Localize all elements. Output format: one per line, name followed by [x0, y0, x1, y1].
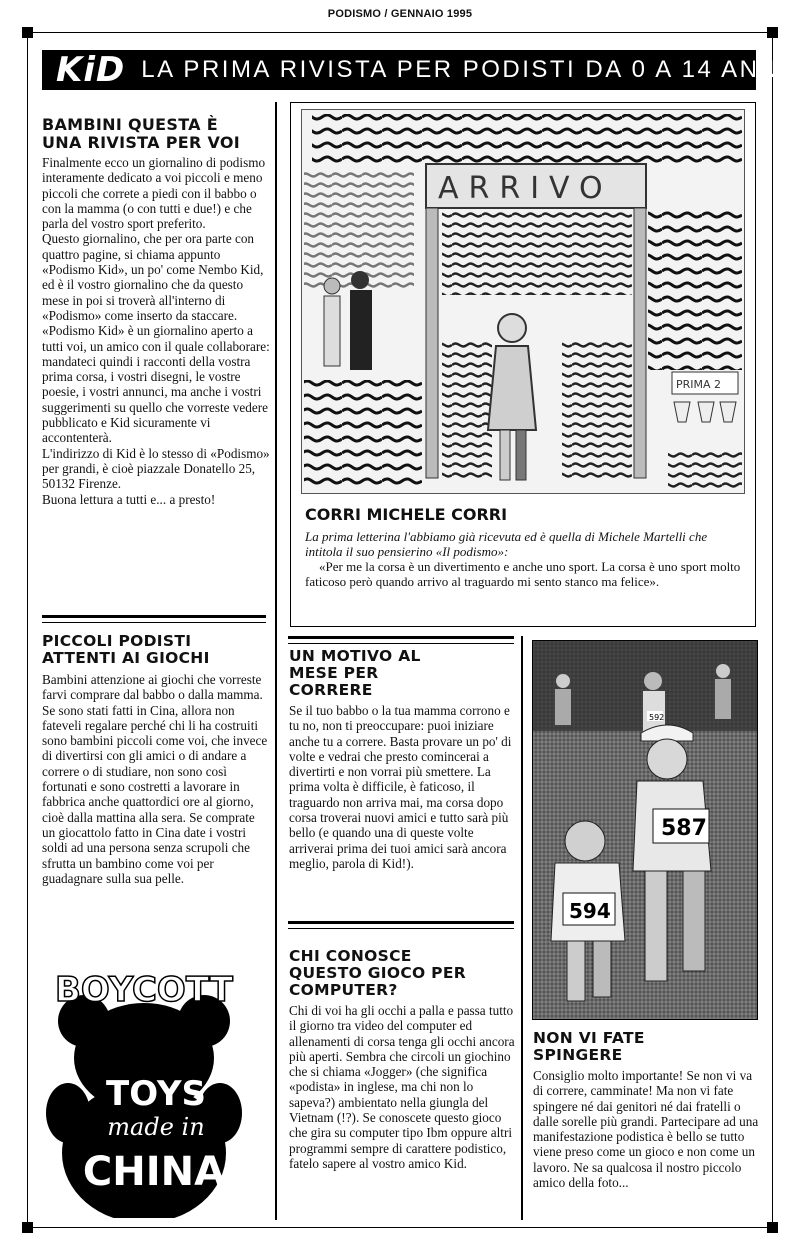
body-bambini [42, 155, 270, 507]
column-rule-right [521, 636, 523, 1220]
bib-587: 587 [661, 816, 707, 841]
quote-corri: «Per me la corsa è un divertimento e anche uno sport. La corsa è uno sport molto faticoso però quando arrivo al traguardo mi sento stanco ma felice». [305, 559, 741, 589]
bib-594: 594 [569, 899, 611, 923]
running-head: PODISMO / GENNAIO 1995 [327, 8, 473, 20]
banner [42, 50, 789, 90]
made-in-word: made in [107, 1113, 205, 1141]
corner-mark-br [767, 1222, 778, 1233]
column-rule-left [275, 102, 277, 1220]
corner-mark-bl [22, 1222, 33, 1233]
drawing-prima-text: PRIMA 2 [676, 378, 722, 391]
china-word: CHINA [82, 1149, 226, 1195]
headline-motivo: UN MOTIVO AL MESE PER CORRERE [289, 647, 421, 699]
runners-photo-illustration [533, 641, 758, 1020]
paragraph: L'indirizzo di Kid è lo stesso di «Podismo» per grandi, è cioè piazzale Donatello 25, 50132 Firenze. [42, 445, 270, 492]
body-gioco: Chi di voi ha gli occhi a palla e passa tutto il giorno tra video del computer ed allenamenti di corsa tenga gli occhi ancora più aperti. Sembra che circoli un giochino che si chiama «Jogger» (che significa «podista» in inglese, ma chi non lo sapeva?) ambientato nella giungla del Vietnam (!?). Se conoscete questo gioco che gira su computer tipo Ibm oppure altri programmi sempre di carattere podistico, fatelo sapere al vostro amico Kid. [289, 1003, 515, 1171]
banner-tagline: LA PRIMA RIVISTA PER PODISTI DA 0 A 14 ANNI [141, 56, 789, 83]
article-motivo [289, 648, 515, 871]
intro-corri: La prima letterina l'abbiamo già ricevuta ed è quella di Michele Martelli che intitola il suo pensierino «Il podismo»: [305, 529, 708, 559]
article-piccoli [42, 633, 270, 886]
child-drawing [301, 109, 745, 494]
kid-logo: KiD [56, 50, 126, 90]
paragraph: Finalmente ecco un giornalino di podismo interamente dedicato a voi piccoli e meno piccoli che correte a piedi con il babbo o con la mamma (o con tutti e due!) e che parla del vostro sport preferito. [42, 155, 266, 232]
article-gioco [289, 948, 515, 1171]
body-motivo: Se il tuo babbo o la tua mamma corrono e tu no, non ti preoccupare: puoi iniziare anche tu a correre. Basta provare un po' di volte e vedrai che presto comincerai a divertirti e non vorrai più smettere. La prima volta è difficile, è faticoso, il traguardo non arriva mai, ma corsa dopo corsa troverai nuovi amici e tutto sarà più bello (e quando una di queste volte arriverai prima dei tuoi amici sarà ancora meglio, parola di Kid!). [289, 703, 512, 871]
headline-piccoli: PICCOLI PODISTI ATTENTI AI GIOCHI [42, 632, 210, 667]
corner-mark-tl [22, 27, 33, 38]
body-spingere: Consiglio molto importante! Se non vi va di correre, camminate! Ma non vi fate spingere né dai genitori né dai fratelli o dalle sorelle più grandi. Partecipare ad una manifestazione podistica è bello se tutto viene preso come un gioco e non come un lavoro. Ne sa qualcosa il nostro piccolo amico della foto... [533, 1068, 759, 1191]
rule-left-mid [42, 615, 266, 618]
drawing-box [290, 102, 756, 627]
drawing-illustration [302, 110, 745, 494]
headline-corri: CORRI MICHELE CORRI [305, 505, 508, 524]
headline-spingere: NON VI FATE SPINGERE [533, 1029, 645, 1064]
boycott-word: BOYCOTT [54, 970, 234, 1010]
paragraph: Questo giornalino, che per ora parte con quattro pagine, si chiama appunto «Podismo Kid», un po' come Nembo Kid, ed è il vostro giornalino che da questo mese in poi si troverà all'interno di «Podismo» come inserto da staccare. [42, 231, 264, 323]
bib-background: 592 [649, 713, 665, 722]
toys-word: TOYS [106, 1074, 206, 1114]
rule-center-mid [288, 921, 514, 924]
bear-silhouette-icon [44, 963, 254, 1218]
article-spingere [533, 1030, 759, 1190]
article-bambini [42, 116, 270, 507]
body-piccoli: Bambini attenzione ai giochi che vorreste farvi comprare dal babbo o dalla mamma. Se sono stati fatti in Cina, allora non fateveli regalare perché chi li ha costruiti sono bambini piccoli come voi, che invece di divertirsi con gli amici o di andare a correre o di studiare, non sono così fortunati e sono costretti a lavorare in fabbrica anche quattordici ore al giorno, cioè dalla mattina alla sera. Se comprate un giocattolo fatto in Cina date i vostri soldi ad una persona senza scrupoli che sfrutta un bambino come voi per guadagnare sulla sua pelle. [42, 672, 268, 886]
boycott-graphic [44, 963, 254, 1218]
paragraph: «Podismo Kid» è un giornalino aperto a tutti voi, un amico con il quale collaborare: mandateci quindi i racconti della vostra prima corsa, i vostri disegni, le vostre poesie, i vostri annunci, ma anche i vostri suggerimenti su quello che vorreste vedere pubblicato e Kid sicuramente vi accontenterà. [42, 323, 270, 446]
drawing-arrivo-text: ARRIVO [438, 171, 613, 206]
paragraph: Buona lettura a tutti e... a presto! [42, 491, 216, 507]
corner-mark-tr [767, 27, 778, 38]
headline-bambini: BAMBINI QUESTA È UNA RIVISTA PER VOI [42, 115, 240, 152]
rule-center-top [288, 636, 514, 639]
race-photo [532, 640, 758, 1020]
headline-gioco: CHI CONOSCE QUESTO GIOCO PER COMPUTER? [289, 947, 466, 999]
